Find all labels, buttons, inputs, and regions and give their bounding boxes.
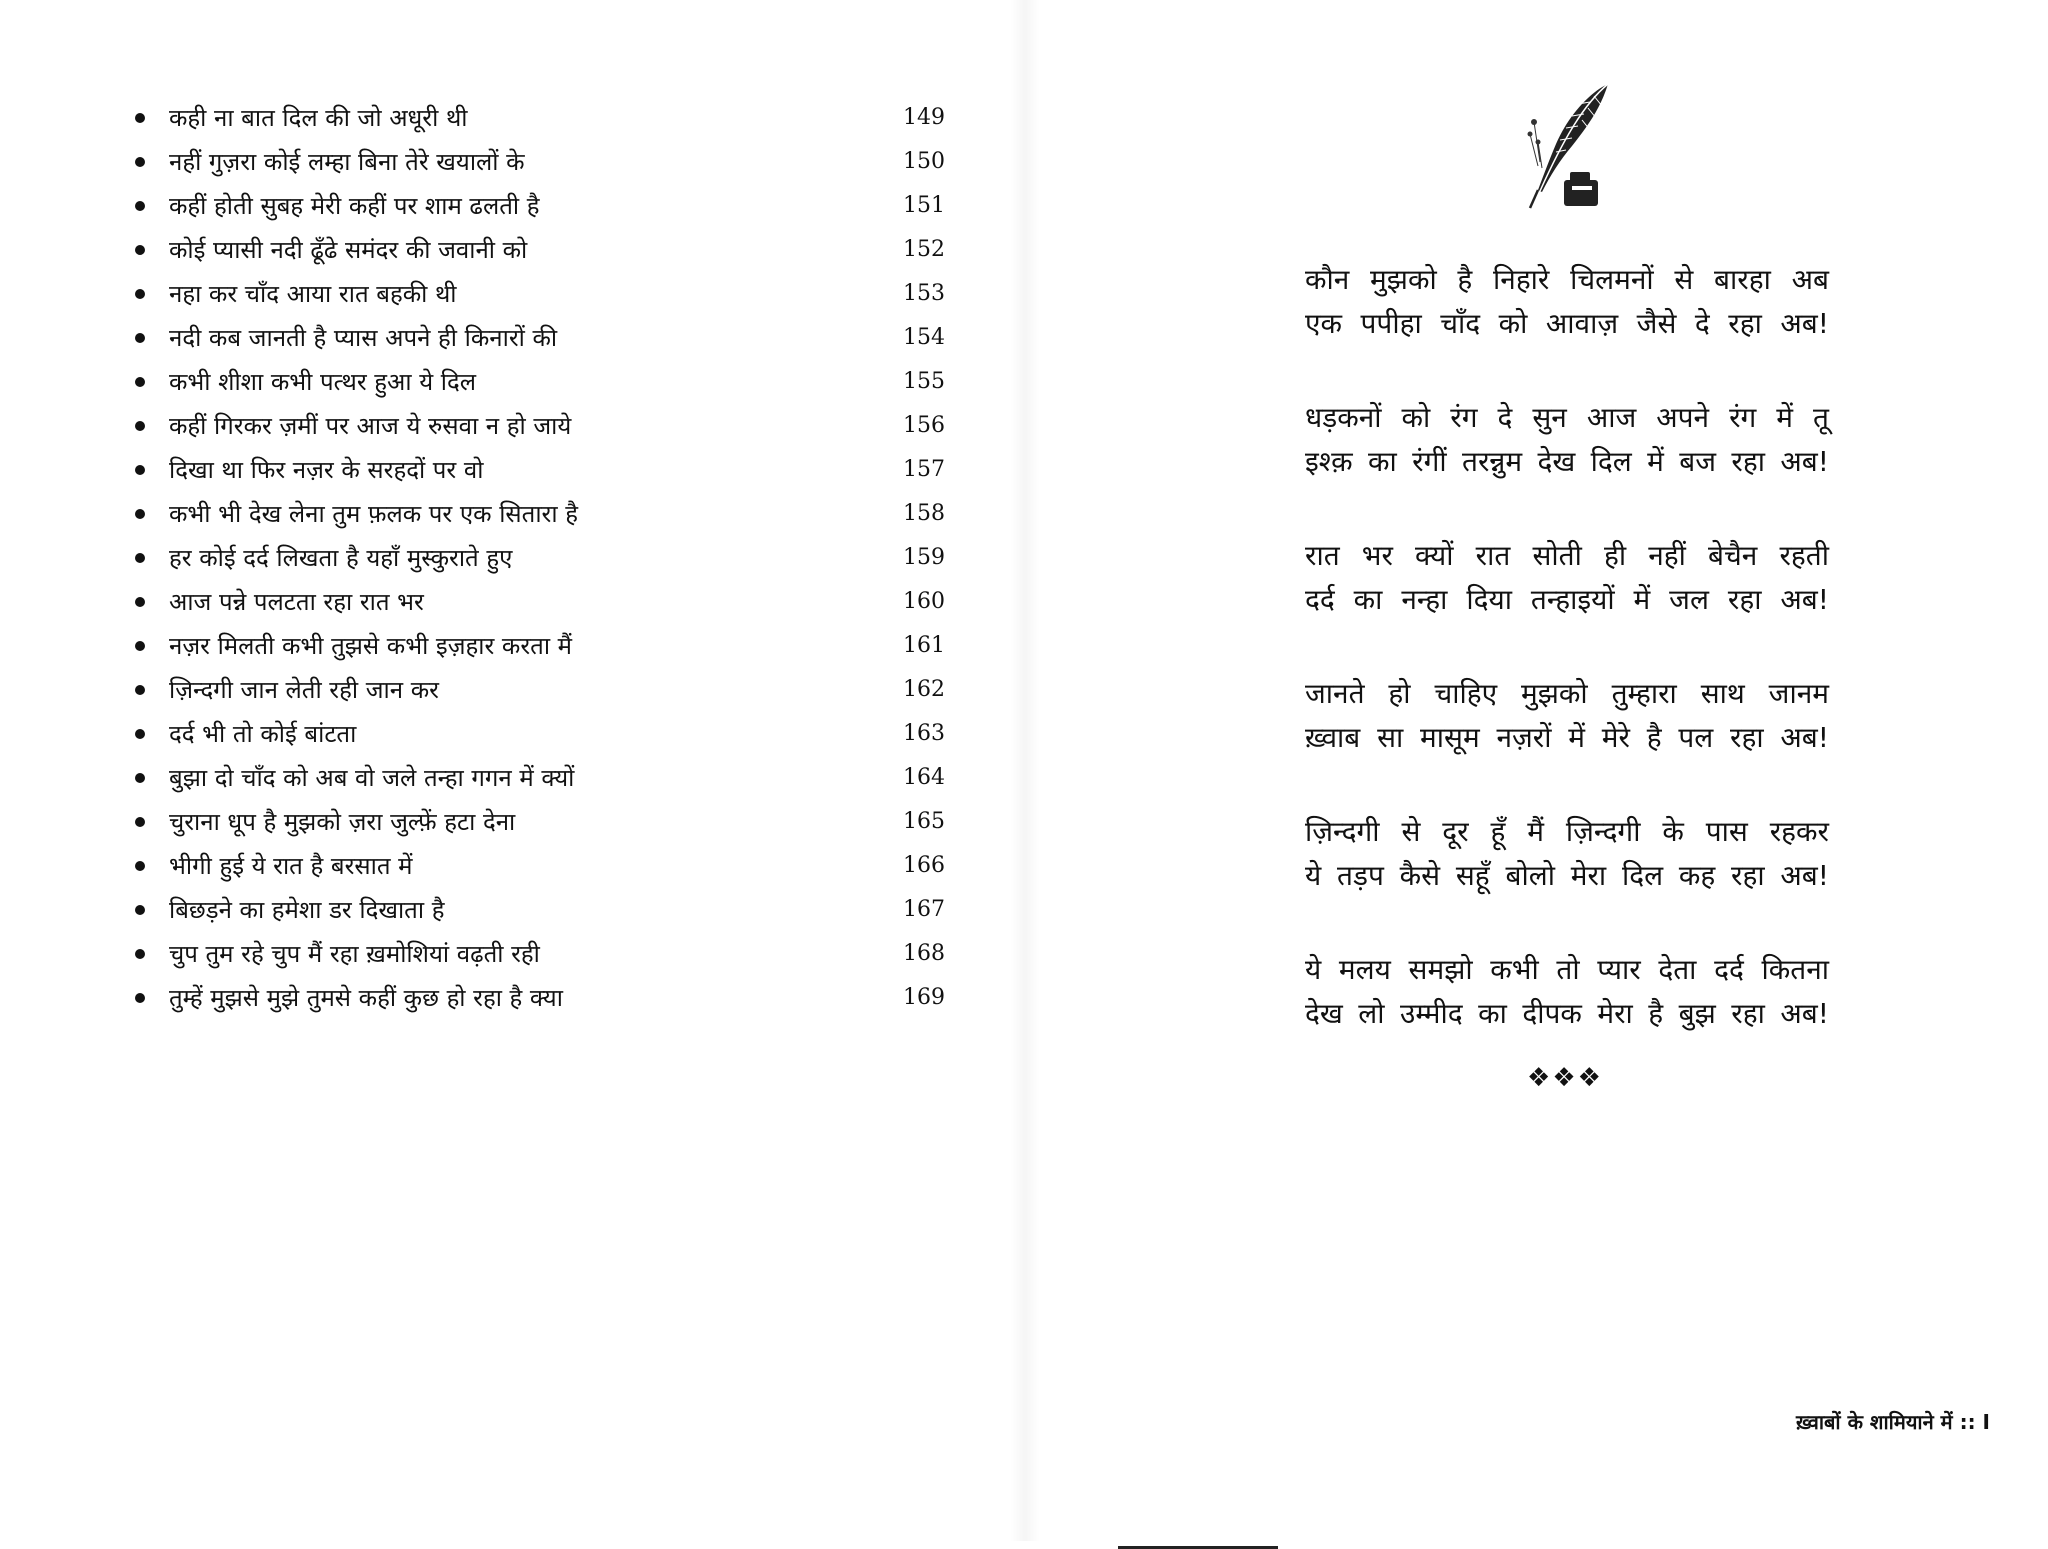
toc-entry-title: चुप तुम रहे चुप मैं रहा ख़मोशियां वढ़ती रही	[169, 940, 540, 968]
poem-line: इश्क़ का रंगीं तरन्नुम देख दिल में बज रहा अब!	[1305, 445, 1829, 478]
toc-entry	[135, 580, 945, 624]
toc-entry-page-number: 152	[903, 237, 945, 262]
bullet-icon	[135, 377, 145, 387]
poem-stanza	[1305, 396, 1829, 484]
poem-stanza	[1305, 534, 1829, 622]
poem-stanza	[1305, 672, 1829, 760]
toc-entry	[135, 756, 945, 800]
toc-entry-page-number: 169	[903, 985, 945, 1010]
toc-entry	[135, 184, 945, 228]
toc-entry-page-number: 157	[903, 457, 945, 482]
toc-entry-title: नज़र मिलती कभी तुझसे कभी इज़हार करता मैं	[169, 632, 573, 660]
toc-entry	[135, 536, 945, 580]
toc-entry	[135, 624, 945, 668]
toc-entry-page-number: 160	[903, 589, 945, 614]
bullet-icon	[135, 729, 145, 739]
section-divider: ❖❖❖	[1527, 1063, 1603, 1093]
toc-entry-title: आज पन्ने पलटता रहा रात भर	[169, 588, 424, 616]
toc-entry-page-number: 158	[903, 501, 945, 526]
bullet-icon	[135, 905, 145, 915]
bullet-icon	[135, 289, 145, 299]
toc-entry-page-number: 168	[903, 941, 945, 966]
toc-entry	[135, 404, 945, 448]
bullet-icon	[135, 245, 145, 255]
poem-stanza	[1305, 258, 1829, 346]
page-fold	[1010, 0, 1040, 1541]
toc-entry	[135, 844, 945, 888]
page-footer: ख़्वाबों के शामियाने में :: I	[1795, 1410, 1990, 1434]
toc-entry-title: चुराना धूप है मुझको ज़रा जुल्फ़ें हटा देना	[169, 808, 516, 836]
toc-entry	[135, 800, 945, 844]
toc-entry-title: बिछड़ने का हमेशा डर दिखाता है	[169, 896, 445, 924]
poem-stanza	[1305, 810, 1829, 898]
poem-line: ख़्वाब सा मासूम नज़रों में मेरे है पल रहा अब!	[1305, 721, 1829, 754]
toc-entry-title: कही ना बात दिल की जो अधूरी थी	[169, 104, 468, 132]
toc-entry-page-number: 166	[903, 853, 945, 878]
poem-line: देख लो उम्मीद का दीपक मेरा है बुझ रहा अब!	[1305, 997, 1829, 1030]
bullet-icon	[135, 201, 145, 211]
quill-inkpot-icon	[1520, 82, 1620, 212]
poem-line: ज़िन्दगी से दूर हूँ मैं ज़िन्दगी के पास रहकर	[1305, 815, 1829, 848]
toc-entry-title: नदी कब जानती है प्यास अपने ही किनारों की	[169, 324, 558, 352]
toc-entry-page-number: 162	[903, 677, 945, 702]
toc-entry-page-number: 164	[903, 765, 945, 790]
toc-entry-page-number: 161	[903, 633, 945, 658]
toc-entry-page-number: 156	[903, 413, 945, 438]
bullet-icon	[135, 817, 145, 827]
toc-entry	[135, 360, 945, 404]
poem-line: धड़कनों को रंग दे सुन आज अपने रंग में तू	[1305, 401, 1829, 434]
toc-entry	[135, 228, 945, 272]
bullet-icon	[135, 685, 145, 695]
toc-entry	[135, 448, 945, 492]
poem-line: ये तड़प कैसे सहूँ बोलो मेरा दिल कह रहा अब!	[1305, 859, 1829, 892]
toc-entry-title: बुझा दो चाँद को अब वो जले तन्हा गगन में क्यों	[169, 764, 575, 792]
bullet-icon	[135, 553, 145, 563]
toc-entry	[135, 712, 945, 756]
bullet-icon	[135, 993, 145, 1003]
toc-entry-page-number: 153	[903, 281, 945, 306]
poem	[1305, 258, 1829, 1086]
toc-entry	[135, 932, 945, 976]
toc-entry-title: कभी शीशा कभी पत्थर हुआ ये दिल	[169, 368, 476, 396]
toc-entry	[135, 96, 945, 140]
toc-entry-page-number: 154	[903, 325, 945, 350]
toc-entry-title: कहीं होती सुबह मेरी कहीं पर शाम ढलती है	[169, 192, 540, 220]
toc-entry	[135, 316, 945, 360]
toc-entry	[135, 668, 945, 712]
toc-entry-title: कोई प्यासी नदी ढूँढे समंदर की जवानी को	[169, 236, 528, 264]
toc-entry-title: ज़िन्दगी जान लेती रही जान कर	[169, 676, 439, 704]
toc-entry-page-number: 165	[903, 809, 945, 834]
bullet-icon	[135, 773, 145, 783]
toc-entry-title: भीगी हुई ये रात है बरसात में	[169, 852, 413, 880]
poem-line: दर्द का नन्हा दिया तन्हाइयों में जल रहा अब!	[1305, 583, 1829, 616]
toc-entry-title: हर कोई दर्द लिखता है यहाँ मुस्कुराते हुए	[169, 544, 513, 572]
bullet-icon	[135, 113, 145, 123]
bullet-icon	[135, 641, 145, 651]
toc-entry-title: तुम्हें मुझसे मुझे तुमसे कहीं कुछ हो रहा है क्या	[169, 984, 563, 1012]
poem-line: जानते हो चाहिए मुझको तुम्हारा साथ जानम	[1305, 677, 1829, 710]
toc-entry-title: दिखा था फिर नज़र के सरहदों पर वो	[169, 456, 484, 484]
toc-entry	[135, 976, 945, 1020]
bullet-icon	[135, 949, 145, 959]
bullet-icon	[135, 157, 145, 167]
toc-entry-title: दर्द भी तो कोई बांटता	[169, 720, 357, 748]
bullet-icon	[135, 421, 145, 431]
bullet-icon	[135, 333, 145, 343]
poem-line: एक पपीहा चाँद को आवाज़ जैसे दे रहा अब!	[1305, 307, 1829, 340]
toc-entry-title: नहीं गुज़रा कोई लम्हा बिना तेरे खयालों के	[169, 148, 525, 176]
bullet-icon	[135, 597, 145, 607]
toc-entry	[135, 492, 945, 536]
toc-entry-page-number: 163	[903, 721, 945, 746]
toc-entry-page-number: 155	[903, 369, 945, 394]
poem-stanza	[1305, 948, 1829, 1036]
toc-entry-title: कहीं गिरकर ज़मीं पर आज ये रुसवा न हो जाये	[169, 412, 572, 440]
bullet-icon	[135, 861, 145, 871]
toc-entry	[135, 272, 945, 316]
poem-line: रात भर क्यों रात सोती ही नहीं बेचैन रहती	[1305, 539, 1829, 572]
toc-entry-title: नहा कर चाँद आया रात बहकी थी	[169, 280, 457, 308]
toc-entry	[135, 140, 945, 184]
toc-entry-page-number: 149	[903, 105, 945, 130]
toc-entry	[135, 888, 945, 932]
toc-entry-page-number: 150	[903, 149, 945, 174]
poem-line: कौन मुझको है निहारे चिलमनों से बारहा अब	[1305, 263, 1829, 296]
poem-line: ये मलय समझो कभी तो प्यार देता दर्द कितना	[1305, 953, 1829, 986]
bullet-icon	[135, 465, 145, 475]
toc-entry-page-number: 167	[903, 897, 945, 922]
bullet-icon	[135, 509, 145, 519]
table-of-contents	[135, 96, 945, 1020]
toc-entry-page-number: 159	[903, 545, 945, 570]
toc-entry-page-number: 151	[903, 193, 945, 218]
toc-entry-title: कभी भी देख लेना तुम फ़लक पर एक सितारा है	[169, 500, 578, 528]
